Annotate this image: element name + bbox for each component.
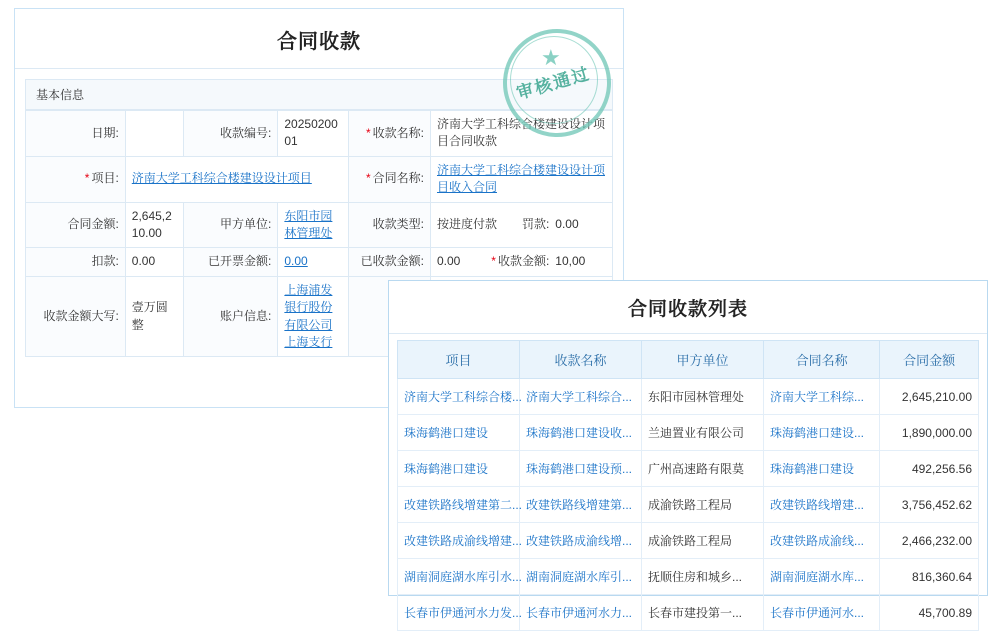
cell-party-a: 兰迪置业有限公司 <box>642 415 764 451</box>
table-row[interactable] <box>398 559 979 595</box>
received-value <box>430 248 612 276</box>
required-mark-icon: * <box>365 125 371 140</box>
table-row[interactable] <box>398 451 979 487</box>
receipt-name-link[interactable]: 改建铁路成渝线增... <box>526 534 633 548</box>
column-header-contract-name[interactable]: 合同名称 <box>764 341 880 379</box>
cell-party-a: 成渝铁路工程局 <box>642 487 764 523</box>
cell-receipt-name[interactable] <box>520 379 642 415</box>
column-header-party-a[interactable]: 甲方单位 <box>642 341 764 379</box>
receipt-type-text: 按进度付款 <box>436 217 497 232</box>
cell-party-a: 东阳市园林管理处 <box>642 379 764 415</box>
cell-amount: 2,645,210.00 <box>880 379 979 415</box>
project-link[interactable]: 湖南洞庭湖水库引水... <box>404 570 523 584</box>
form-row-date <box>26 111 613 157</box>
project-link[interactable]: 济南大学工科综合楼... <box>404 390 523 404</box>
cell-project[interactable] <box>398 595 523 631</box>
page-title: 合同收款 <box>15 9 623 69</box>
contract-amount-label: 合同金额: <box>26 202 126 248</box>
project-value <box>125 156 348 202</box>
cell-receipt-name[interactable] <box>520 523 642 559</box>
list-title: 合同收款列表 <box>389 281 987 334</box>
stamp-star-icon: ★ <box>541 45 561 70</box>
table-body <box>398 379 979 631</box>
section-basic-info-header: 基本信息 <box>25 79 613 110</box>
project-link[interactable]: 珠海鹤港口建设 <box>404 426 489 440</box>
amount-words-label: 收款金额大写: <box>26 276 126 357</box>
cell-receipt-name[interactable] <box>520 559 642 595</box>
party-a-label: 甲方单位: <box>184 202 278 248</box>
account-link[interactable]: 上海浦发银行股份有限公司上海支行 <box>284 282 333 349</box>
cell-amount: 492,256.56 <box>880 451 979 487</box>
form-row-amounts <box>26 202 613 248</box>
contract-receipt-list-panel <box>388 280 988 620</box>
contract-name-link[interactable]: 济南大学工科综合楼建设设计项目收入合同 <box>436 162 605 195</box>
cell-party-a: 成渝铁路工程局 <box>642 523 764 559</box>
contract-name-label: * 合同名称: <box>348 156 430 202</box>
cell-contract-name[interactable] <box>764 559 880 595</box>
contract-name-value <box>430 156 612 202</box>
contract-name-link[interactable]: 珠海鹤港口建设 <box>770 462 855 476</box>
contract-name-link[interactable]: 改建铁路成渝线... <box>770 534 865 548</box>
receipt-name-link[interactable]: 济南大学工科综合... <box>526 390 633 404</box>
invoiced-value <box>278 248 348 276</box>
party-a-link[interactable]: 东阳市园林管理处 <box>284 208 333 240</box>
table-row[interactable] <box>398 415 979 451</box>
required-mark-icon: * <box>491 254 496 269</box>
contract-receipt-table <box>397 340 979 631</box>
cell-receipt-name[interactable] <box>520 595 642 631</box>
received-label: 已收款金额: <box>348 248 430 276</box>
table-row[interactable] <box>398 379 979 415</box>
received-amount-text: 0.00 <box>436 254 461 269</box>
penalty-label: 罚款: <box>521 217 550 232</box>
amount-words-value: 壹万圆整 <box>125 276 184 357</box>
contract-name-link[interactable]: 湖南洞庭湖水库... <box>770 570 865 584</box>
table-header-row <box>398 341 979 379</box>
cell-amount: 1,890,000.00 <box>880 415 979 451</box>
cell-amount: 816,360.64 <box>880 559 979 595</box>
project-link[interactable]: 济南大学工科综合楼建设设计项目 <box>131 171 312 186</box>
cell-contract-name[interactable] <box>764 523 880 559</box>
table-row[interactable] <box>398 487 979 523</box>
required-mark-icon: * <box>84 171 90 186</box>
contract-name-link[interactable]: 珠海鹤港口建设... <box>770 426 865 440</box>
form-row-deduction <box>26 248 613 276</box>
receipt-name-link[interactable]: 湖南洞庭湖水库引... <box>526 570 633 584</box>
contract-name-link[interactable]: 济南大学工科综... <box>770 390 865 404</box>
cell-party-a: 抚顺住房和城乡... <box>642 559 764 595</box>
form-row-project <box>26 156 613 202</box>
column-header-project[interactable]: 项目 <box>398 341 520 379</box>
cell-receipt-name[interactable] <box>520 451 642 487</box>
project-link[interactable]: 改建铁路线增建第二... <box>404 498 523 512</box>
cell-project[interactable] <box>398 559 523 595</box>
receipt-type-label: 收款类型: <box>348 202 430 248</box>
cell-project[interactable] <box>398 415 520 451</box>
required-mark-icon: * <box>365 171 371 186</box>
project-link[interactable]: 改建铁路成渝线增建... <box>404 534 523 548</box>
cell-party-a: 长春市建投第一... <box>642 595 764 631</box>
project-link[interactable]: 珠海鹤港口建设 <box>404 462 489 476</box>
cell-project[interactable] <box>398 487 523 523</box>
cell-project[interactable] <box>398 523 523 559</box>
deduction-label: 扣款: <box>26 248 126 276</box>
receipt-no-label: 收款编号: <box>184 111 278 157</box>
list-table-wrapper <box>389 334 987 631</box>
invoiced-label: 已开票金额: <box>184 248 278 276</box>
cell-amount: 2,466,232.00 <box>880 523 979 559</box>
column-header-receipt-name[interactable]: 收款名称 <box>520 341 642 379</box>
cell-receipt-name[interactable] <box>520 415 642 451</box>
receipt-name-link[interactable]: 改建铁路线增建第... <box>526 498 633 512</box>
contract-amount-value: 2,645,210.00 <box>125 202 184 248</box>
receipt-amount-label: * 收款金额: <box>491 254 550 269</box>
contract-name-link[interactable]: 改建铁路线增建... <box>770 498 865 512</box>
receipt-name-link[interactable]: 珠海鹤港口建设预... <box>526 462 633 476</box>
receipt-name-label: * 收款名称: <box>348 111 430 157</box>
receipt-name-link[interactable]: 珠海鹤港口建设收... <box>526 426 633 440</box>
project-link[interactable]: 长春市伊通河水力发... <box>404 606 523 620</box>
invoiced-link[interactable]: 0.00 <box>284 254 308 269</box>
receipt-no-value: 2025020001 <box>278 111 348 157</box>
receipt-type-value <box>430 202 612 248</box>
account-label: 账户信息: <box>184 276 278 357</box>
party-a-value <box>278 202 348 248</box>
cell-party-a: 广州高速路有限莫 <box>642 451 764 487</box>
table-row[interactable] <box>398 523 979 559</box>
cell-contract-name[interactable] <box>764 379 880 415</box>
deduction-value: 0.00 <box>125 248 184 276</box>
receipt-amount-value: 10,00 <box>555 254 586 269</box>
column-header-amount[interactable]: 合同金额 <box>880 341 979 379</box>
receipt-name-value: 济南大学工科综合楼建设设计项目合同收款 <box>430 111 612 157</box>
cell-receipt-name[interactable] <box>520 487 642 523</box>
account-value <box>278 276 348 357</box>
penalty-value: 0.00 <box>555 217 579 232</box>
cell-contract-name[interactable] <box>764 415 880 451</box>
cell-project[interactable] <box>398 451 520 487</box>
cell-amount: 45,700.89 <box>880 595 979 631</box>
receipt-name-link[interactable]: 长春市伊通河水力... <box>526 606 633 620</box>
stamp-text: 审核通过 <box>514 63 593 104</box>
cell-contract-name[interactable] <box>764 487 880 523</box>
table-row[interactable] <box>398 595 979 631</box>
cell-contract-name[interactable] <box>764 595 880 631</box>
cell-contract-name[interactable] <box>764 451 880 487</box>
cell-project[interactable] <box>398 379 523 415</box>
date-value[interactable] <box>125 111 184 157</box>
project-label: * 项目: <box>26 156 126 202</box>
cell-amount: 3,756,452.62 <box>880 487 979 523</box>
contract-name-link[interactable]: 长春市伊通河水... <box>770 606 865 620</box>
date-label: 日期: <box>26 111 126 157</box>
